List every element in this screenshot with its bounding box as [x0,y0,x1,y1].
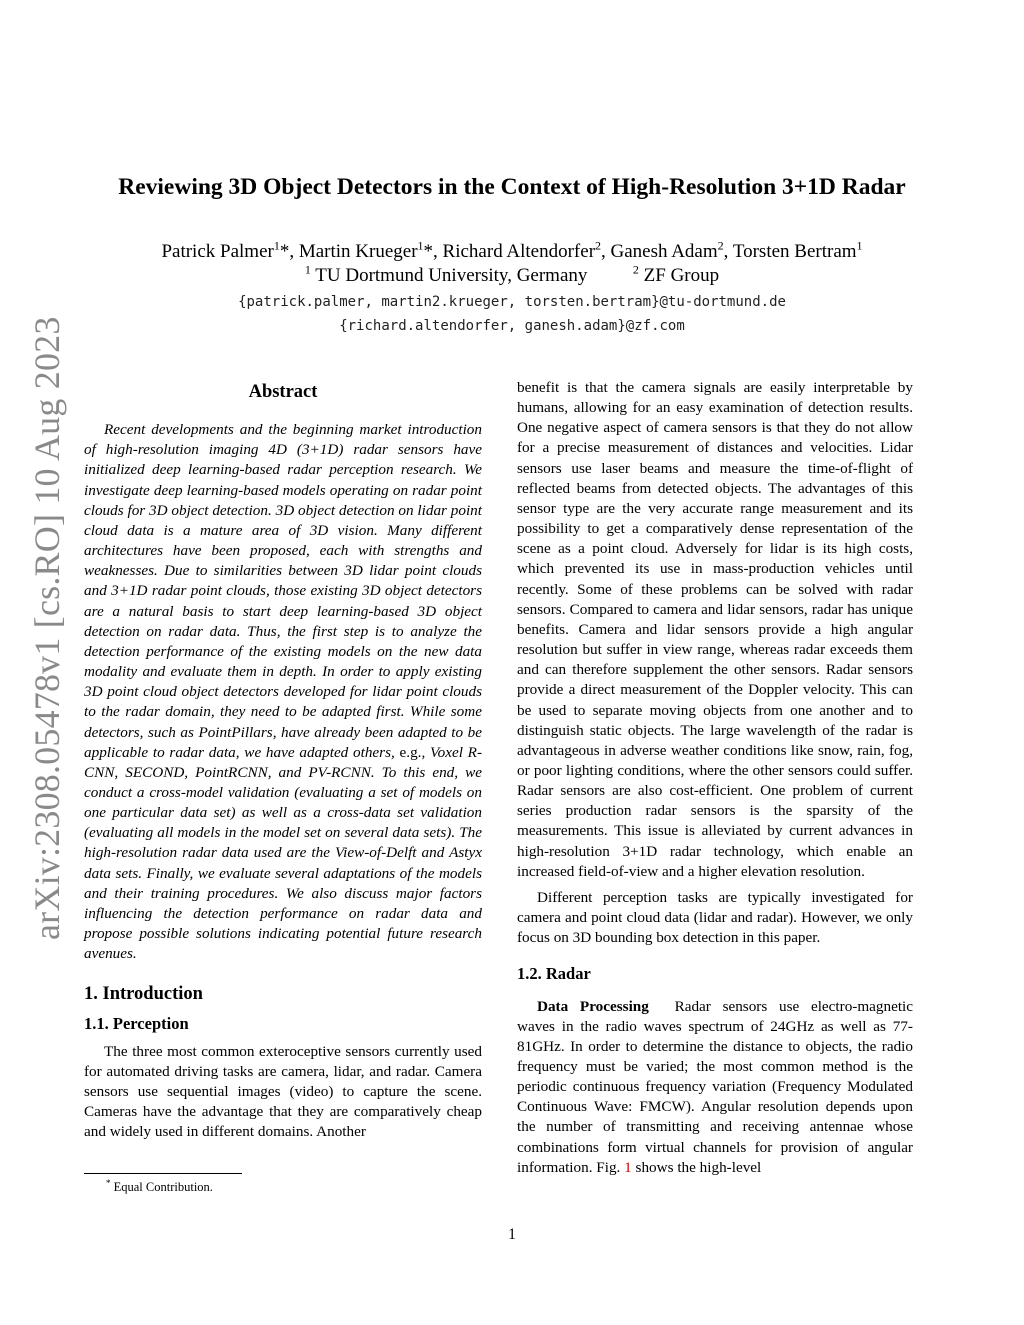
affiliation-marker: 2 [717,238,724,253]
data-processing-paragraph [517,997,913,1178]
equal-contribution-marker: * [423,241,434,262]
arxiv-identifier-stamp: arXiv:2308.05478v1 [cs.RO] 10 Aug 2023 [27,316,67,940]
abstract-eg: e.g., [399,743,426,761]
subsection-heading-radar: 1.2. Radar [517,964,591,984]
affiliation-marker: 1 [856,238,863,253]
paper-title: Reviewing 3D Object Detectors in the Context of High-Resolution 3+1D Radar [118,174,906,200]
author-name: Patrick Palmer [161,241,274,262]
affiliation-marker: 1 [273,238,280,253]
equal-contribution-marker: * [279,241,290,262]
affiliation-marker: 1 [304,262,311,277]
page-number: 1 [508,1226,516,1243]
data-processing-tail: shows the high-level [635,1158,762,1176]
footnote-divider [84,1173,242,1174]
email-block [60,290,964,338]
footnote-text: Equal Contribution. [113,1180,213,1195]
affiliation-marker: 1 [417,238,424,253]
affiliation-tu-dortmund: TU Dortmund University, Germany [315,265,588,286]
left-column [84,378,482,1142]
data-processing-text: Radar sensors use electro-magnetic waves in the radio waves spectrum of 24GHz as well as 77-81GHz. In order to determine the distance to objects, the radio frequency must be varied; the most common method is the periodic continuous frequency variation (Frequency Modulated Continuous Wave: FMCW). Angular resolution depends upon the number of transmitting and receiving antennae whose combinations form virtual channels for provision of angular information. Fig. [517,997,914,1176]
abstract-heading: Abstract [248,382,318,402]
section-heading-introduction: 1. Introduction [84,984,203,1005]
figure-reference-link[interactable]: 1 [624,1158,632,1176]
affiliation-zf-group: ZF Group [643,265,720,286]
footnote [106,1178,213,1195]
perception-paragraph-continued: benefit is that the camera signals are easily interpretable by humans, allowing for an easy examination of detection results. One negative aspect of camera sensors is that they do not allow for a precise measurement of distances and velocities. Lidar sensors use laser beams and measure the time-of-flight of reflected beams from detected objects. The advantages of this sensor type are the very accurate range measurement and its possibility to get a comparatively dense representation of the scene as a point cloud. Adversely for lidar is its high costs, which prevented its use in mass-production vehicles until recently. Some of these problems can be solved with radar sensors. Compared to camera and lidar sensors, radar has unique benefits. Camera and lidar sensors provide a high angular resolution but suffer in view range, whereas radar exceeds them and can therefore supplement the other sensors. Radar sensors provide a direct measurement of the Doppler velocity. This can be used to separate moving objects from one another and to distinguish static objects. The large wavelength of the radar is advantageous in adverse weather conditions like snow, rain, fog, or poor lighting conditions, where the other sensors could suffer. Radar sensors are also cost-efficient. One problem of current series production radar sensors is the sparsity of the measurements. This issue is alleviated by current advances in high-resolution 3+1D radar technology, which enable an increased field-of-view and a higher elevation resolution. [517,379,913,880]
right-column [517,378,913,1178]
author-names: Patrick Palmer$^1$*, Martin Krueger$^1$*, Richard Altendorfer$^2$, Ganesh Adam$^2$, Torsten Bertram$^1$ [161,238,863,262]
author-name: Martin Krueger [298,241,418,262]
email-line-tu-dortmund: {patrick.palmer, martin2.krueger, torsten.bertram}@tu-dortmund.de [238,294,786,310]
data-processing-heading: Data Processing [537,997,649,1015]
email-line-zf: {richard.altendorfer, ganesh.adam}@zf.com [339,318,685,334]
author-name: Richard Altendorfer [442,241,596,262]
perception-paragraph: The three most common exteroceptive sensors currently used for automated driving tasks are camera, lidar, and radar. Camera sensors use sequential images (video) to capture the scene. Cameras have the advantage that they are comparatively cheap and widely used in different domains. Another [84,1042,482,1141]
affiliation-marker: 2 [595,238,602,253]
footnote-marker: * [106,1178,111,1188]
subsection-heading-perception: 1.1. Perception [84,1013,189,1033]
abstract-text-part-1: Recent developments and the beginning market introduction of high-resolution imaging 4D (3+1D) radar sensors have initialized deep learning-based radar perception research. We investigate deep learning-based models operating on radar point clouds for 3D object detection. 3D object detection on lidar point cloud data is a mature area of 3D vision. Many different architectures have been proposed, each with strengths and weaknesses. Due to similarities between 3D lidar point clouds and 3+1D radar point clouds, those existing 3D object detectors are a natural basis to start deep learning-based 3D object detection on radar data. Thus, the first step is to analyze the detection performance of the existing models on the new data modality and evaluate them in depth. In order to apply existing 3D point cloud object detectors developed for lidar point clouds to the radar domain, they need to be adapted first. While some detectors, such as PointPillars, have already been adapted to be applicable to radar data, we have adapted others, [84,421,482,761]
abstract-text-part-2: Voxel R-CNN, SECOND, PointRCNN, and PV-RCNN. To this end, we conduct a cross-model validation (evaluating a set of models on one particular data set) as well as a cross-data set validation (evaluating all models in the model set on several data sets). The high-resolution radar data used are the View-of-Delft and Astyx data sets. Finally, we evaluate several adaptations of the models and their training procedures. We also discuss major factors influencing the detection performance on radar data and propose possible solutions indicating potential future research avenues. [84,743,483,963]
perception-tasks-paragraph: Different perception tasks are typically investigated for camera and point cloud data (lidar and radar). However, we only focus on 3D bounding box detection in this paper. [517,888,913,947]
affiliations [60,264,964,288]
abstract-text [84,420,482,964]
affiliation-marker: 2 [632,262,639,277]
author-name: Ganesh Adam [610,241,718,262]
author-name: Torsten Bertram [732,241,857,262]
author-block [60,240,964,288]
